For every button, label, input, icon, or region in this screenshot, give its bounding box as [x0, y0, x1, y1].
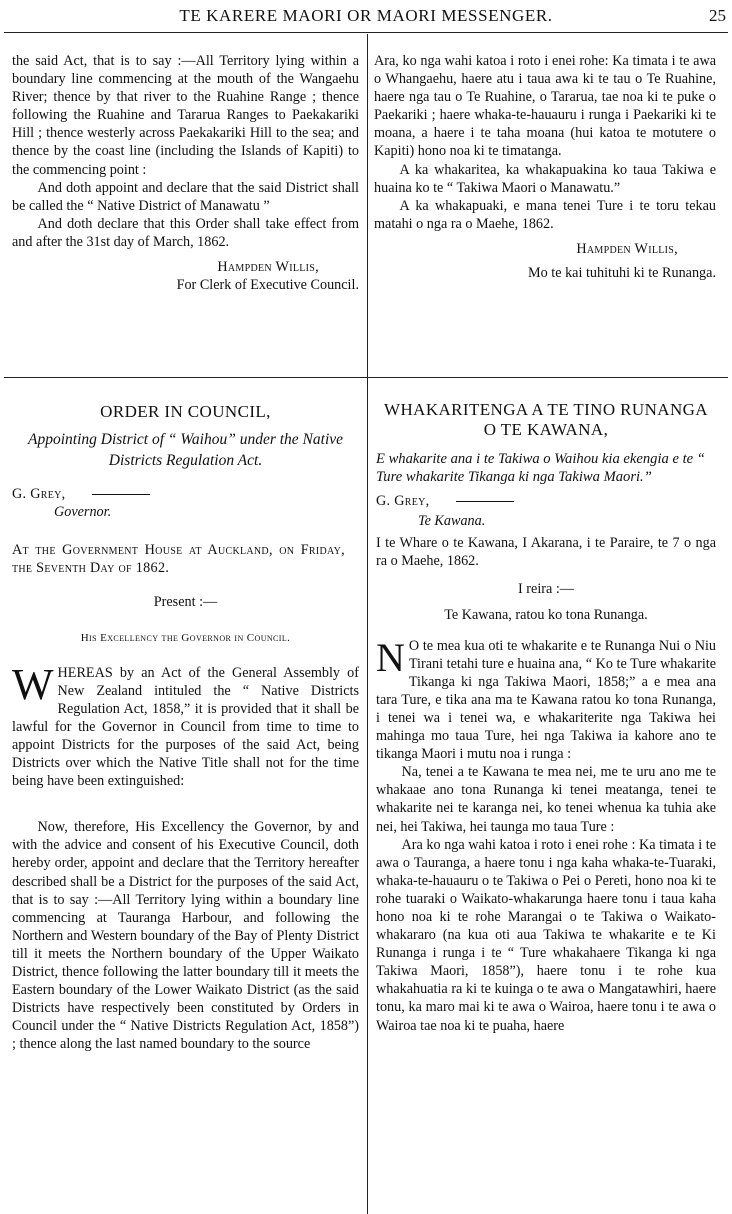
manawatu-name-maori: A ka whakaritea, ka whakapuakina ko taua Takiwa e huaina ko te “ Takiwa Maori o Manawatu.”: [374, 161, 716, 196]
signer-title-maori: Mo te kai tuhituhi ki te Runanga.: [528, 265, 716, 282]
order-paragraph-maori: Na, tenei a te Kawana te mea nei, me te uru ano me te whakaae ano tona Runanga ki tenei meatanga, tenei te whakarite nei te karanga nei, ko tenei whenua ka tuhia ake nei, hei Takiwa, hei taunga mo taua Ture :: [376, 764, 716, 835]
present-label: Present :—: [153, 594, 218, 611]
manawatu-boundary-text: the said Act, that is to say :—All Territory lying within a boundary line commencing at the mouth of the Wangaehu River; thence by that river to the Ruahine Range ; thence following the Ruahine and Tararua Ranges to Paekakariki Hill ; thence westerly across Paekakariki Hill to the sea; and thence by the coast line (including the Islands of Kapiti) to the commencing point :: [12, 53, 359, 178]
signer-name: Hampden Willis,: [217, 259, 319, 276]
place-date: At the Government House at Auckland, on Friday, the Seventh Day of 1862.: [12, 542, 345, 577]
council-line-maori: Te Kawana, ratou ko tona Runanga.: [444, 607, 648, 624]
place-date-maori: I te Whare o te Kawana, I Akarana, i te Paraire, te 7 o nga ra o Maehe, 1862.: [376, 535, 716, 570]
manawatu-effect-text: And doth declare that this Order shall take effect from and after the 31st day of March, 1862.: [12, 215, 359, 250]
governor-name-maori: G. Grey,: [376, 493, 430, 509]
governor-title: Governor.: [54, 504, 112, 521]
governor-line: [12, 485, 359, 503]
top-left-column: [12, 52, 359, 294]
whereas-paragraph: WHEREAS by an Act of the General Assembly of New Zealand intituled the “ Native Districts Regulation Act, 1858,” it is provided that it shall be lawful for the Governor in Council from time to time to appoint Districts for the purposes of the said Act, being Districts over which the Native Title shall not for the time being have been extinguished:: [12, 659, 359, 790]
signer-name-maori: Hampden Willis,: [576, 240, 678, 257]
drop-cap: W: [12, 659, 54, 709]
page-number: 25: [709, 6, 726, 25]
notemea-paragraph: N O te mea kua oti te whakarite e te Runanga Nui o Niu Tirani tetahi ture e huaina ana, “ Ko te Ture whakarite Tikanga ki nga Takiwa Maori, 1858;” a e mea ana tara Ture, e tika ana ma te Kawana ratou ko tona Runanga, i tenei wa i tenei wa, e whakariterite nga Takiwa hei mahinga mo taua Ture, hei nga Takiwa ia kahore ano te tikanga Maori i mutu noa i runga :: [376, 634, 716, 763]
top-right-column: [374, 52, 716, 282]
order-subheading: Appointing District of “ Waihou” under the Native Districts Regulation Act.: [27, 431, 344, 469]
order-heading-maori: WHAKARITENGA A TE TINO RUNANGA O TE KAWANA,: [384, 400, 708, 439]
drop-cap-maori: N: [376, 634, 405, 680]
manawatu-effect-maori: A ka whakapuaki, e mana tenei Ture i te toru tekau matahi o nga ra o Maehe, 1862.: [374, 197, 716, 232]
left-order-column: [12, 402, 359, 1053]
governor-name: G. Grey,: [12, 486, 66, 502]
signer-title: For Clerk of Executive Council.: [176, 277, 359, 294]
boundary-paragraph-maori: Ara ko nga wahi katoa i roto i enei rohe : Ka timata i te awa o Tauranga, a haere tonu i nga kaha whaka-te-Tuaraki, whaka-te-hauauru o te Takiwa o Pei o Pereti, hono noa ki te rohe tuaraki o Waikato-whakarunga haere tonu i taua kaha hono noa ki te rohe Marangai o te Takiwa o Waikato-whakararo (na kua oti aua Takiwa te whakarite e te Ki Runanga i runga i te “ Ture whakahaere Tikanga ki nga Takiwa Maori, 1858”), haere tonu i te rohe kua whakahuatia ra ki te kuinga o te awa o Mangatawhiri, haere tonu, ka maro mai ki te awa o Wairoa, haere tonu i te awa o Wairoa tae noa ki te puaha, haere: [376, 836, 716, 1034]
header-rule: [4, 32, 728, 33]
right-order-column: [376, 400, 716, 1035]
column-divider: [367, 34, 368, 1214]
governor-line-maori: [376, 492, 716, 510]
section-rule: [4, 377, 728, 378]
order-heading: ORDER IN COUNCIL,: [100, 402, 271, 421]
governor-title-maori: Te Kawana.: [418, 513, 486, 530]
order-paragraph: Now, therefore, His Excellency the Governor, by and with the advice and consent of his Executive Council, doth hereby order, appoint and declare that the Territory hereafter described shall be a District for the purposes of the said Act, that is to say :—All Territory lying within a boundary line commencing at Tauranga Harbour, and following the Northern and Western boundary of the Bay of Plenty District till it meets the Northern boundary of the Upper Waikato District, thence following the latter boundary till it meets the Eastern boundary of the Lower Waikato District (as the said Districts have respectively been constituted by Orders in Council under the “ Native Districts Regulation Act, 1858”) ; thence along the last named boundary to the source: [12, 819, 359, 1053]
council-line: His Excellency the Governor in Council.: [80, 632, 291, 645]
newspaper-title: TE KARERE MAORI OR MAORI MESSENGER.: [179, 6, 553, 25]
page-header: [0, 2, 732, 28]
signature-dash: [92, 494, 150, 495]
present-label-maori: I reira :—: [518, 581, 574, 598]
manawatu-boundary-maori: Ara, ko nga wahi katoa i roto i enei rohe: Ka timata i te awa o Whangaehu, haere atu i taua awa ki te tau o Te Ruahine, haere nga tau o Te Ruahine, o Tararua, tae noa ki te puke o Paekariki ; haere whaka-te-hauauru i runga i Paekariki ki te moana, a haere i te taha moana (hui katoa te motutere o Kapiti) hono noa ki te timatanga.: [374, 53, 716, 160]
signature-dash-maori: [456, 501, 514, 502]
manawatu-name-text: And doth appoint and declare that the said District shall be called the “ Native District of Manawatu ”: [12, 179, 359, 214]
order-subheading-maori: E whakarite ana i te Takiwa o Waihou kia ekengia e te “ Ture whakarite Tikanga ki nga Takiwa Maori.”: [376, 451, 705, 485]
